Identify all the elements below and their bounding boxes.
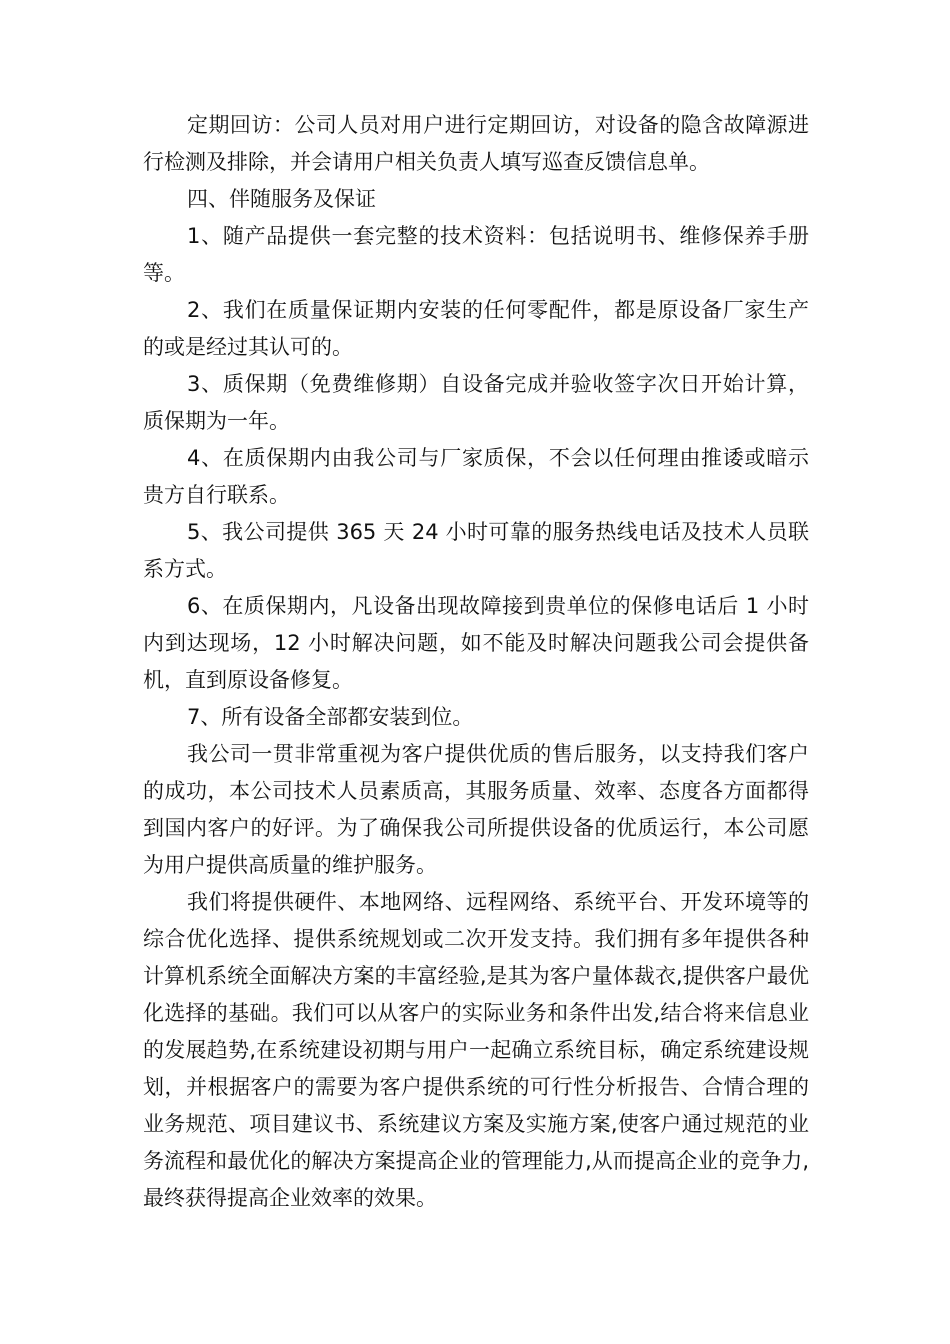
paragraph-after-sales: 我公司一贯非常重视为客户提供优质的售后服务，以支持我们客户的成功，本公司技术人员素质高，其服务质量、效率、态度各方面都得到国内客户的好评。为了确保我公司所提供设备的优质运行，本公司愿为用户提供高质量的维护服务。 [143,742,809,877]
list-item-5: 5、我公司提供 365 天 24 小时可靠的服务热线电话及技术人员联系方式。 [143,520,809,581]
list-item-6: 6、在质保期内，凡设备出现故障接到贵单位的保修电话后 1 小时内到达现场，12 小时解决问题，如不能及时解决问题我公司会提供备机，直到原设备修复。 [143,594,809,692]
paragraph-periodic-visit: 定期回访：公司人员对用户进行定期回访，对设备的隐含故障源进行检测及排除，并会请用户相关负责人填写巡查反馈信息单。 [143,113,809,174]
list-item-4: 4、在质保期内由我公司与厂家质保，不会以任何理由推诿或暗示贵方自行联系。 [143,446,809,507]
list-item-3: 3、质保期（免费维修期）自设备完成并验收签字次日开始计算，质保期为一年。 [143,372,809,433]
list-item-7: 7、所有设备全部都安装到位。 [187,705,474,729]
list-item-2: 2、我们在质量保证期内安装的任何零配件，都是原设备厂家生产的或是经过其认可的。 [143,298,809,359]
list-item-1: 1、随产品提供一套完整的技术资料：包括说明书、维修保养手册等。 [143,224,809,285]
document-body [143,107,809,1217]
section-heading-service-guarantee: 四、伴随服务及保证 [187,187,376,211]
paragraph-solutions: 我们将提供硬件、本地网络、远程网络、系统平台、开发环境等的综合优化选择、提供系统规划或二次开发支持。我们拥有多年提供各种计算机系统全面解决方案的丰富经验,是其为客户量体裁衣,提供客户最优化选择的基础。我们可以从客户的实际业务和条件出发,结合将来信息业的发展趋势,在系统建设初期与用户一起确立系统目标，确定系统建设规划，并根据客户的需要为客户提供系统的可行性分析报告、合情合理的业务规范、项目建议书、系统建议方案及实施方案,使客户通过规范的业务流程和最优化的解决方案提高企业的管理能力,从而提高企业的竞争力,最终获得提高企业效率的效果。 [143,890,809,1210]
